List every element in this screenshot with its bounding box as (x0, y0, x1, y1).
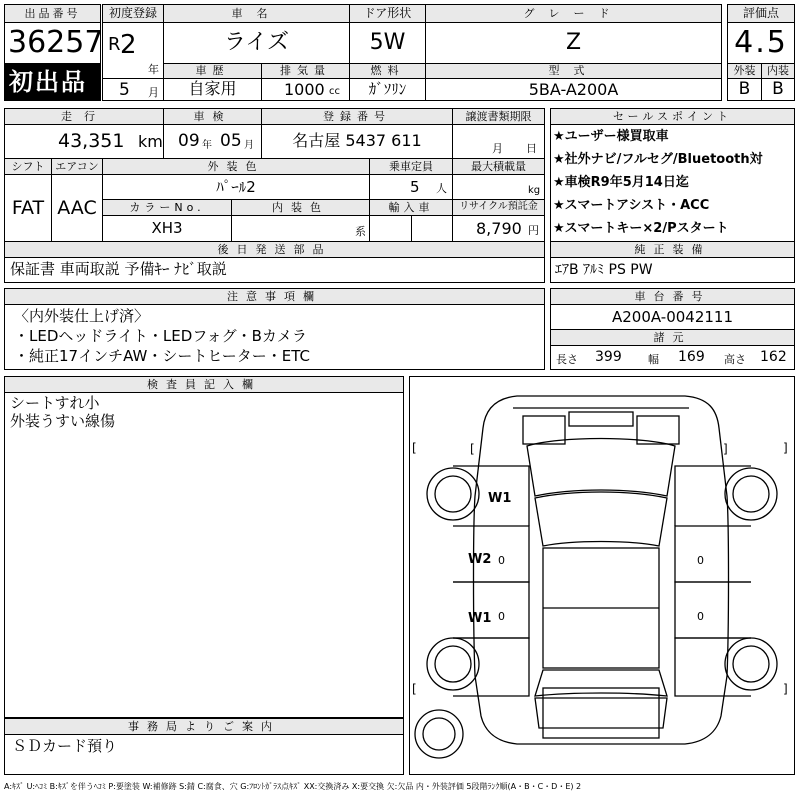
office-label: 事務局よりご案内 (128, 720, 280, 733)
model: 5BA-A200A (528, 80, 619, 99)
reg-no-label: 登録番号 (323, 110, 391, 123)
right-rear-door (675, 582, 751, 638)
bracket-mark: ] (723, 442, 728, 456)
lot-no-label: 出品番号 (24, 7, 81, 20)
ext-color: ﾊﾟｰﾙ2 (216, 178, 256, 196)
sales-point-item: ★ユーザー様買取車 (553, 129, 669, 144)
zero-mark: 0 (697, 610, 704, 623)
history-label: 車歴 (195, 64, 230, 77)
transfer-day: 日 (526, 142, 537, 155)
capacity: 5 (410, 178, 420, 196)
notes-line: ・LEDヘッドライト・LEDフォグ・Bカメラ (14, 327, 307, 345)
displacement-unit: cc (329, 86, 340, 97)
equipment: ｴｱB ｱﾙﾐ PS PW (555, 262, 653, 278)
width-label: 幅 (648, 353, 659, 366)
rear-left-wheel-inner (435, 646, 471, 682)
ac: AAC (57, 197, 97, 219)
color-no-label: カラーNo. (129, 201, 205, 214)
spare-tire (415, 710, 463, 758)
sales-point-item: ★車検R9年5月14日迄 (553, 175, 689, 190)
import-cell-b (411, 215, 453, 242)
grade-label: グレード (523, 7, 624, 20)
model-label: 型式 (548, 64, 599, 77)
recycle: 8,790 (476, 219, 522, 238)
equipment-label: 純正装備 (634, 243, 711, 256)
notes-line: ・純正17インチAW・シートヒーター・ETC (14, 347, 310, 365)
inspector-cell (4, 392, 404, 718)
reg-year-unit: 年 (148, 63, 159, 76)
mileage-label: 走行 (61, 110, 107, 123)
damage-mark: W1 (488, 491, 512, 506)
height-label: 高さ (724, 353, 746, 366)
inspection-label: 車検 (193, 110, 232, 123)
sales-point-item: ★社外ナビ/フルセグ/Bluetooth対 (553, 152, 763, 167)
zero-mark: 0 (697, 554, 704, 567)
recycle-unit: 円 (528, 224, 539, 237)
spec-label: 諸元 (653, 331, 692, 344)
reg-month: 5 (119, 80, 130, 100)
reg-year: 2 (120, 30, 137, 60)
insp-month: 05 (220, 131, 242, 151)
color-no: XH3 (151, 219, 183, 237)
damage-mark: W1 (468, 611, 492, 626)
inspector-line: 外装うすい線傷 (10, 412, 116, 430)
sales-points-label: セールスポイント (612, 110, 732, 123)
grille (569, 412, 633, 426)
fuel: ｶﾞｿﾘﾝ (368, 80, 407, 98)
insp-month-unit: 月 (244, 140, 254, 151)
chassis-no: A200A-0042111 (611, 308, 734, 326)
rear-right-wheel-inner (733, 646, 769, 682)
int-label: 内装 (767, 64, 789, 77)
score: 4.5 (734, 25, 788, 60)
ext-label: 外装 (733, 64, 756, 77)
inspector-label: 検査員記入欄 (147, 378, 261, 391)
first-listing-text: 初出品 (9, 68, 87, 96)
bracket-mark: ] (783, 441, 788, 455)
import-label: 輸入車 (388, 201, 434, 214)
int-color-label: 内装色 (272, 201, 329, 214)
transfer-label: 譲渡書類期限 (465, 110, 532, 123)
mileage: 43,351 (58, 130, 125, 152)
height: 162 (760, 349, 787, 365)
door-label: ドア形状 (363, 6, 412, 20)
history: 自家用 (188, 79, 237, 98)
notes-line: 〈内外装仕上げ済〉 (14, 307, 150, 325)
door: 5W (369, 30, 406, 55)
later-parts: 保証書 車両取説 予備ｷｰ ﾅﾋﾞ取説 (10, 260, 227, 278)
legend: A:ｷｽﾞ U:ﾍｺﾐ B:ｷｽﾞを伴うﾍｺﾐ P:要塗装 W:補修跡 S:錆 C:腐食、穴 G:ﾌﾛﾝﾄｶﾞﾗｽ点ｷｽﾞ XX:交換済み X:要交換 欠:欠品 内・外装評価 5段階ﾗﾝｸ順(A・B・C・D・E) 2 (4, 782, 582, 791)
ext-grade: B (738, 79, 751, 99)
displacement-label: 排気量 (280, 64, 331, 77)
insp-year: 09 (178, 131, 200, 151)
lot-no: 36257 (8, 25, 104, 60)
spec-cell (550, 345, 795, 370)
load-unit: kg (528, 185, 541, 196)
reg-month-unit: 月 (148, 86, 159, 99)
reg-no: 名古屋 5437 611 (292, 131, 422, 150)
rear-hatch (535, 698, 667, 728)
bracket-mark: ] (783, 682, 788, 696)
car-name: ライズ (223, 30, 290, 55)
score-label: 評価点 (742, 6, 779, 20)
ac-label: エアコン (55, 160, 99, 173)
sales-point-item: ★スマートキー×2/Pスタート (553, 221, 729, 236)
displacement: 1000 (284, 80, 325, 99)
rear-window (535, 670, 667, 696)
notes-label: 注意事項欄 (227, 290, 322, 303)
spare-tire-inner (423, 718, 455, 750)
chassis-label: 車台番号 (634, 290, 711, 303)
bracket-mark: [ (412, 682, 417, 696)
car-name-label: 車名 (231, 7, 282, 20)
zero-mark: 0 (498, 610, 505, 623)
recycle-label: リサイクル預託金 (459, 201, 538, 212)
ext-color-label: 外装色 (207, 160, 265, 173)
import-cell-a (369, 215, 412, 242)
damage-mark: W2 (468, 552, 492, 567)
office-text: ＳＤカード預り (12, 737, 118, 755)
inspector-line: シートすれ小 (10, 394, 100, 412)
int-color-unit: 系 (355, 225, 366, 238)
insp-year-unit: 年 (202, 140, 212, 151)
mileage-unit: km (138, 132, 163, 151)
transfer-month: 月 (492, 142, 503, 155)
length: 399 (595, 349, 622, 365)
length-label: 長さ (556, 353, 578, 366)
left-rear-door (453, 582, 529, 638)
era-letter: R (108, 34, 121, 55)
windshield (535, 492, 667, 546)
shift-label: シフト (11, 160, 45, 173)
bracket-mark: [ (470, 442, 475, 456)
fuel-label: 燃料 (370, 64, 405, 77)
front-right-wheel-inner (733, 476, 769, 512)
shift: FAT (11, 197, 45, 219)
first-reg-label: 初度登録 (108, 6, 157, 20)
right-front-door (675, 526, 751, 582)
capacity-label: 乗車定員 (389, 160, 433, 173)
front-left-wheel-inner (435, 476, 471, 512)
sales-point-item: ★スマートアシスト・ACC (553, 198, 710, 213)
capacity-unit: 人 (436, 182, 447, 195)
rear-bumper (543, 688, 659, 738)
load-label: 最大積載量 (471, 160, 526, 173)
int-color-cell (231, 215, 370, 242)
bracket-mark: [ (412, 441, 417, 455)
later-parts-label: 後日発送部品 (217, 243, 332, 256)
hood (527, 439, 675, 497)
zero-mark: 0 (498, 554, 505, 567)
car-diagram-svg (409, 376, 795, 775)
car-outline (474, 396, 729, 744)
grade: Z (565, 30, 582, 55)
int-grade: B (772, 79, 784, 99)
width: 169 (678, 349, 705, 365)
